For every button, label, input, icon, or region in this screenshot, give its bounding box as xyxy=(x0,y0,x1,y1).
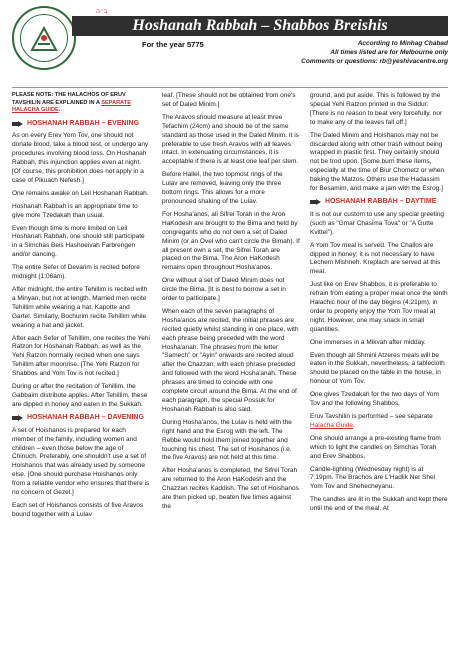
logo-emblem-icon xyxy=(28,24,60,52)
paragraph: One without a set of Daled Minim does not circle the Bima. [It is best to borrow a set in order to participate.] xyxy=(162,277,286,303)
paragraph: One immerses in a Mikvah after midday. xyxy=(310,338,426,346)
section-title: HOSHANAH RABBAH – DAVENING xyxy=(27,413,144,421)
section-heading-davening xyxy=(12,414,150,423)
pointing-hand-icon xyxy=(12,121,23,127)
section-heading-daytime xyxy=(310,198,448,207)
note-text: PLEASE NOTE: THE HALACHOS OF ERUV TAVSHILIN ARE EXPLAINED IN A xyxy=(12,92,126,106)
paragraph: One should arrange a pre-existing flame from which to light the candles on Simchas Torah and Erev Shabbos. xyxy=(310,434,441,460)
eruv-note xyxy=(12,92,150,115)
pointing-hand-icon xyxy=(12,415,23,421)
pointing-hand-icon xyxy=(310,199,321,205)
paragraph: The entire Sefer of Devarim is recited before midnight (1:06am). xyxy=(12,264,140,281)
halacha-guide-link[interactable]: Halacha Guide xyxy=(310,421,353,429)
paragraph: Hoshanah Rabbah is an appropriate time to give more Tzedakah than usual. xyxy=(12,202,138,219)
paragraph-end: . xyxy=(353,421,355,429)
paragraph: After each Sefer of Tehillim, one recites the Yehi Ratzon for Hoshanah Rabbah, as well as the Yehi Ratzon normally recited when one says Tehillim after moonrise. [The Yehi Ratzon for Shabbos and Yom Tov is not recited.] xyxy=(12,334,150,378)
contact-line: Comments or questions: rb@yeshivacentre.org xyxy=(301,58,448,65)
paragraph: The Daled Minim and Hoishanos may not be discarded along with other trash without being wrapped in plastic first. They certainly should not be trod upon. [Some burn these items, especially at the time of Biur Chometz or when baking the Matzos. Others use the Hadassim for Besamim, and make a jam with the Esrog.] xyxy=(310,131,445,193)
paragraph: Candle-lighting (Wednesday night) is at 7:19pm. The Brachos are L'Hadlik Ner Shel Yom Tov and Shehecheyanu. xyxy=(310,465,436,491)
paragraph: During or after the recitation of Tehillim, the Gabbaim distribute apples. After Tehillim, these are dipped in honey and eaten in the Sukkah. xyxy=(12,383,148,408)
times-line: All times listed are for Melbourne only xyxy=(330,49,448,56)
paragraph: The Aravos should measure at least three Tefachim (24cm) and should be of the same standard as those used in the Daled Minim. It is preferable to use fresh Aravos with all leaves intact. In extenuating circumstances, it is acceptable if there is at least one leaf per stem. xyxy=(162,113,299,166)
halacha-guide-link[interactable]: SEPARATE HALACHA GUIDE xyxy=(12,99,131,113)
paragraph: After midnight, the entire Tehillim is recited with a Minyan, but not at length. Married men recite Tehillim while wearing a hat, Kapotte and Gartel. Similarly, Bochurim recite Tehillim while wearing a hat and jacket. xyxy=(12,286,148,329)
paragraph: One gives Tzedakah for the two days of Yom Tov and the following Shabbos. xyxy=(310,391,439,408)
paragraph: After Hosha'anos is completed, the Sifrei Torah are returned to the Aron HaKodesh and the Chazzan recites Kaddish. The set of Hoishanos are then picked up, beaten five times against the xyxy=(162,467,299,510)
paragraph: Even though time is more limited on Leil Hoshanah Rabbah, one should still participate in a Simchas Beis Hashoeivah Farbrengen and/or dancing. xyxy=(12,224,145,259)
paragraph: The candles are lit in the Sukkah and kept there until the end of the meal. At xyxy=(310,496,448,513)
section-title: HOSHANAH RABBAH – EVENING xyxy=(27,119,140,127)
section-heading-evening xyxy=(12,120,150,129)
paragraph: When each of the seven paragraphs of Hosha'anos are recited, the initial phrases are recited quietly whilst standing in one place, with each phrase being preceded with the word Hosha'anah. The phrases from the letter "Samech" or "Ayin" onwards are recited aloud after the Chazzan, with each phrase preceded and followed with the word Hosha'anah. These phrases are timed to coincide with one complete circuit around the Bima. At the end of each paragraph, the special Possuk for Hoshanah Rabbah is also said. xyxy=(162,307,299,413)
paragraph: One remains awake on Leil Hoshanah Rabbah. xyxy=(12,189,149,197)
paragraph xyxy=(310,413,448,431)
column-1 xyxy=(12,92,150,524)
logo xyxy=(12,6,76,70)
paragraph: leaf. [These should not be obtained from one's set of Daled Minim.] xyxy=(162,92,296,108)
section-title: HOSHANAH RABBAH – DAYTIME xyxy=(325,197,437,205)
page-header xyxy=(12,6,448,86)
paragraph-text: Eruv Tavshilin is performed – see separate xyxy=(310,413,433,420)
note-end: . xyxy=(58,107,61,113)
header-meta xyxy=(208,39,448,66)
title-bar xyxy=(72,16,448,36)
paragraph: A set of Hoishanos is prepared for each member of the family, including women and children – even those below the age of Chinuch. Preferably, one shouldn't use a set of Hoishanos that was already used by someone else. [One should purchase Hoishanos only from a reliable vendor who ensures that there is no concern of Gezel.] xyxy=(12,426,150,497)
paragraph: During Hosha'anos, the Lulav is held with the right hand and the Esrog with the left. The Rebbe would hold them joined together and touching his chest. The set of Hoishanos (i.e. the five Aravos) are not held at this time. xyxy=(162,418,292,462)
paragraph: For Hosha'anos, all Sifrei Torah in the Aron HaKodesh are brought to the Bima and held by congregants who do not own a set of Daled Minim (or an Ovel who can't circle the Bimah). If all present own a set, the Sifrei Torah are placed on the Bima. The Aron HaKodesh remains open throughout Hosha'anos. xyxy=(162,210,300,272)
paragraph: It is not our custom to use any special greeting (such as "Gmar Chasima Tova" or "A Gutte Kvittel"). xyxy=(310,210,445,236)
paragraph: As on every Erev Yom Tov, one should not donate blood, take a blood test, or undergo any procedures involving blood loss. On Hoshanah Rabbah, this injunction applies even at night. [Of course, this prohibition does not apply in a case of Pikuach Nefesh.] xyxy=(12,132,149,184)
paragraph: Each set of Hoishanos consists of five Aravos bound together with a Lulav xyxy=(12,501,144,518)
year-label: For the year 5775 xyxy=(142,40,204,49)
paragraph: Even though all Shmini Atzeres meals will be eaten in the Sukkah, nevertheless, a tablecloth should be placed on the table in the house, in honour of Yom Tov. xyxy=(310,351,445,386)
paragraph: A Yom Tov meal is served. The Challos are dipped in honey; it is not necessary to have Lechem Mishneh. Kreplach are served at this meal. xyxy=(310,241,441,276)
bsd-mark: ב״ה xyxy=(96,8,108,15)
minhag-line: According to Minhag Chabad xyxy=(357,40,448,47)
paragraph: ground, and put aside. This is followed by the special Yehi Ratzon printed in the Siddur. [There is no reason to beat very forcefully, nor to make any of the leaves fall off.] xyxy=(310,92,443,126)
column-2 xyxy=(162,92,300,516)
paragraph: Before Hallel, the two topmost rings of the Lulav are removed, leaving only the three bottom rings. This allows for a more pronounced shaking of the Lulav. xyxy=(162,171,283,205)
column-3 xyxy=(310,92,448,518)
paragraph: Just like on Erev Shabbos, it is preferable to refrain from eating a proper meal once the tenth Halachic hour of the day begins (4:21pm), in order to properly enjoy the Yom Tov meal at night. However, one may snack in small quantities. xyxy=(310,281,448,333)
page-title: Hoshanah Rabbah – Shabbos Breishis xyxy=(132,17,388,34)
header-divider xyxy=(12,87,448,88)
